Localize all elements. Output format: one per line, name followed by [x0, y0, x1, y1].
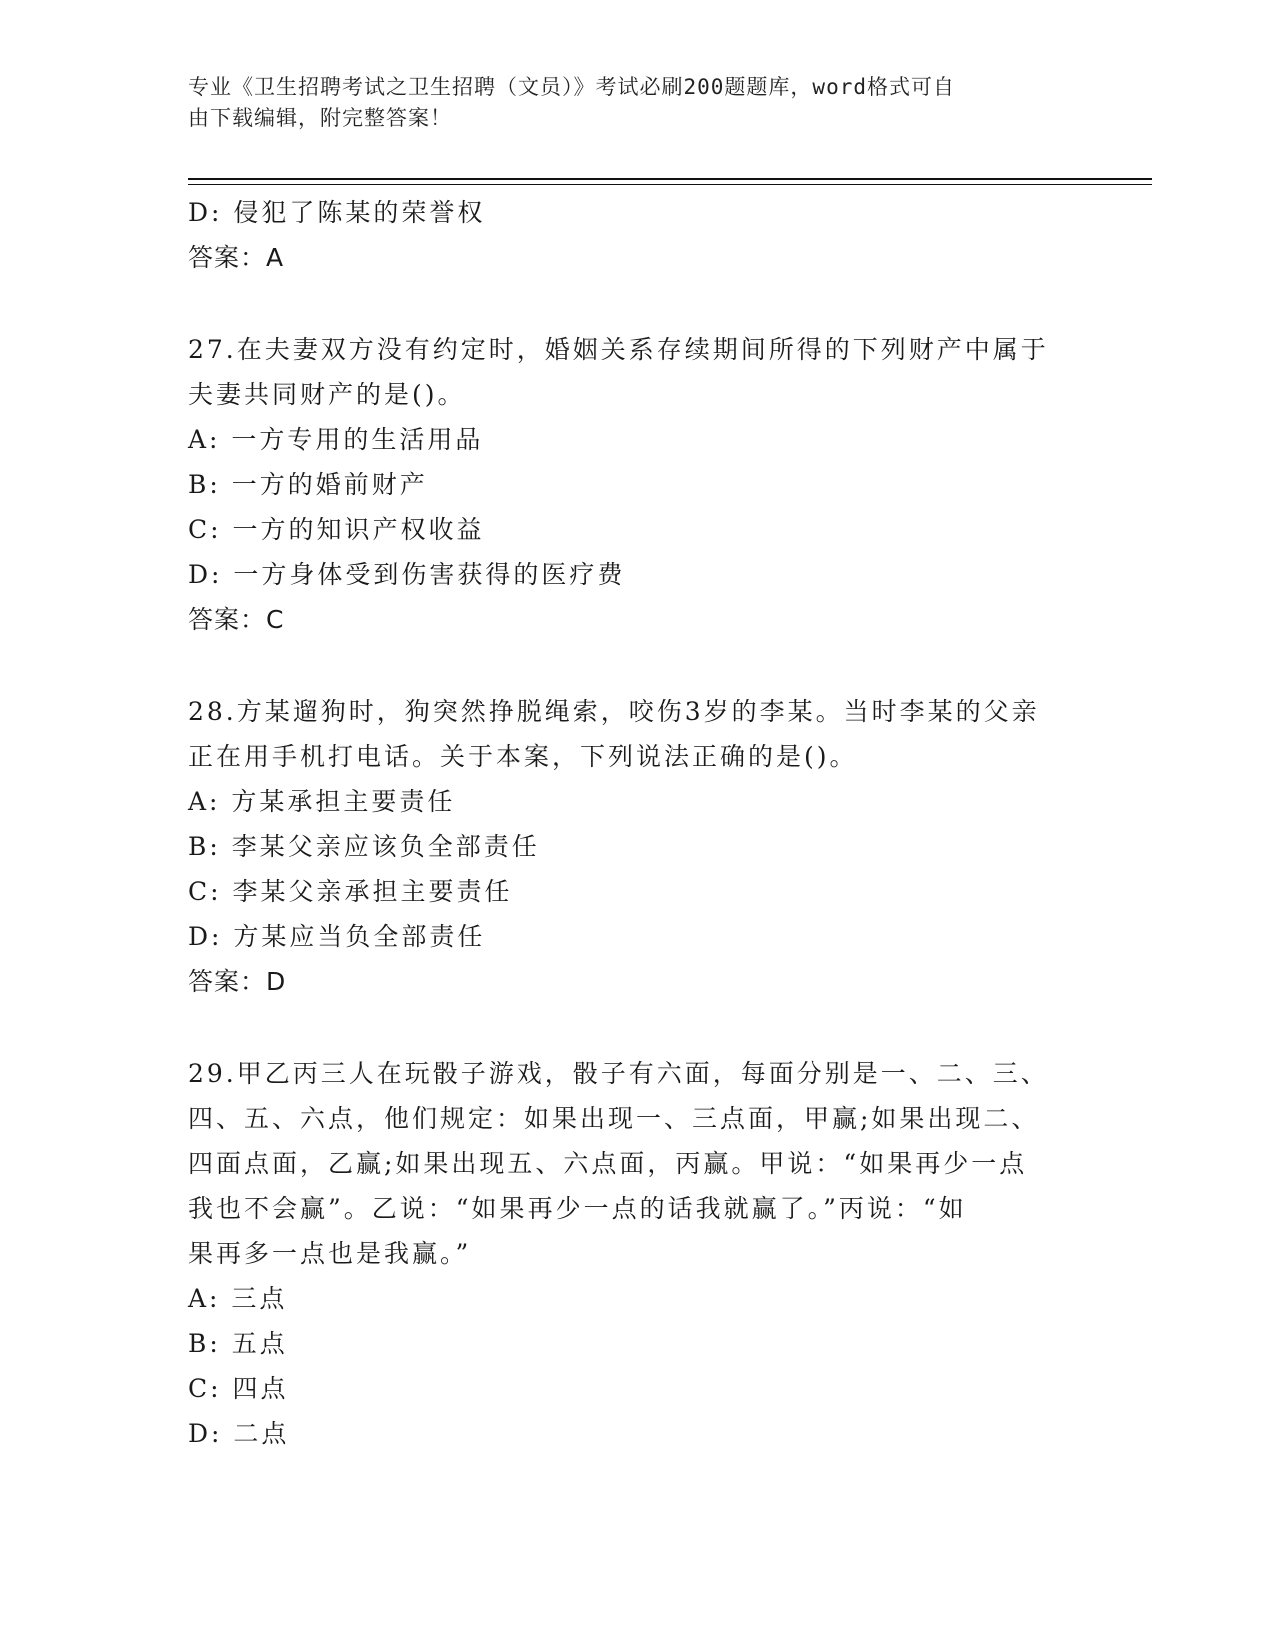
prev-answer: 答案：A: [188, 243, 285, 272]
option-c: C: 一方的知识产权收益: [188, 515, 485, 544]
option-d: D: 方某应当负全部责任: [188, 922, 486, 951]
header-line-2: 由下载编辑，附完整答案！: [188, 106, 452, 130]
option-d: D: 一方身体受到伤害获得的医疗费: [188, 560, 626, 589]
header-divider-thin: [188, 184, 1152, 185]
option-a: A: 三点: [188, 1284, 288, 1313]
question-content: [188, 190, 1088, 1456]
question-29: [188, 1051, 1088, 1456]
question-stem-line: 我也不会赢”。乙说：“如果再少一点的话我就赢了。”丙说：“如: [188, 1194, 967, 1223]
question-28: [188, 689, 1088, 1004]
question-stem-line: 正在用手机打电话。关于本案，下列说法正确的是()。: [188, 742, 858, 771]
option-b: B: 五点: [188, 1329, 288, 1358]
question-stem-line: 果再多一点也是我赢。”: [188, 1239, 472, 1268]
document-header: [188, 72, 1068, 134]
option-b: B: 一方的婚前财产: [188, 470, 428, 499]
option-a: A: 一方专用的生活用品: [188, 425, 484, 454]
header-line-1: 专业《卫生招聘考试之卫生招聘（文员）》考试必刷200题题库，word格式可自: [188, 75, 955, 99]
prev-option-d: D: 侵犯了陈某的荣誉权: [188, 198, 486, 227]
option-c: C: 李某父亲承担主要责任: [188, 877, 513, 906]
answer: 答案：D: [188, 967, 287, 996]
option-a: A: 方某承担主要责任: [188, 787, 456, 816]
spacer: [188, 1004, 1088, 1051]
question-27: [188, 327, 1088, 642]
question-stem-line: 27.在夫妻双方没有约定时，婚姻关系存续期间所得的下列财产中属于: [188, 335, 1049, 364]
option-b: B: 李某父亲应该负全部责任: [188, 832, 540, 861]
spacer: [188, 642, 1088, 689]
answer: 答案：C: [188, 605, 285, 634]
question-stem-line: 四、五、六点，他们规定：如果出现一、三点面，甲赢;如果出现二、: [188, 1104, 1040, 1133]
question-stem-line: 29.甲乙丙三人在玩骰子游戏，骰子有六面，每面分别是一、二、三、: [188, 1059, 1049, 1088]
question-stem-line: 夫妻共同财产的是()。: [188, 380, 466, 409]
question-stem-line: 四面点面，乙赢;如果出现五、六点面，丙赢。甲说：“如果再少一点: [188, 1149, 1028, 1178]
option-c: C: 四点: [188, 1374, 289, 1403]
question-stem-line: 28.方某遛狗时，狗突然挣脱绳索，咬伤3岁的李某。当时李某的父亲: [188, 697, 1040, 726]
option-d: D: 二点: [188, 1419, 290, 1448]
spacer: [188, 280, 1088, 327]
header-divider-thick: [188, 178, 1152, 180]
